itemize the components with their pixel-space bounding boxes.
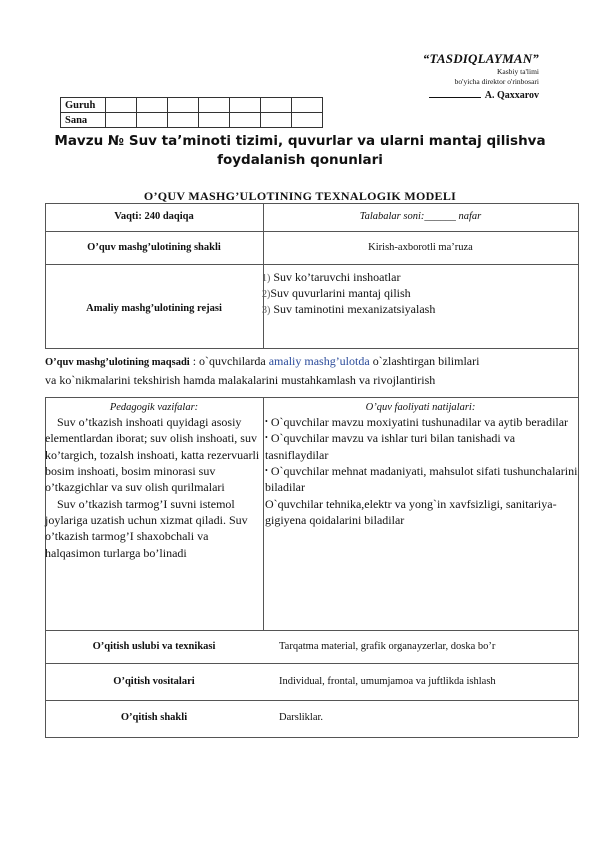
goal-line-2: va ko`nikmalarini tekshirish hamda malakalarini mustahkamlash va rivojlantirish <box>45 372 436 387</box>
plan-item-number: 1) <box>262 273 271 284</box>
pedagogical-para-text: Suv o’tkazish tarmog’I suvni istemol joylariga uzatish uchun xizmat qiladi. Suv o’tkazish tarmog’I shaxobchali va halqasimon turlarga bo’linadi <box>45 496 248 560</box>
results-heading: O’quv faoliyati natijalari: <box>365 402 476 413</box>
goal-label: O’quv mashg’ulotining maqsadi <box>45 357 190 368</box>
date-cell <box>292 113 323 128</box>
shape-value: Darsliklar. <box>279 712 324 723</box>
result-item <box>265 414 578 430</box>
approval-block <box>423 52 539 101</box>
form-label: O’quv mashg’ulotining shakli <box>87 242 221 253</box>
group-cell <box>168 98 199 113</box>
bullet-icon: • <box>265 433 268 443</box>
plan-item-text: Suv quvurlarini mantaj qilish <box>270 285 411 300</box>
goal-rest: o`zlashtirgan bilimlari <box>369 354 480 368</box>
learning-results <box>265 414 578 528</box>
plan-item <box>262 270 435 286</box>
plan-item-number: 2) <box>262 288 271 300</box>
goal-line-1 <box>45 352 578 371</box>
table-border <box>45 397 578 398</box>
approval-line-1: Kasbiy ta'limi <box>497 67 539 76</box>
table-border <box>45 231 578 232</box>
means-label: O’qitish vositalari <box>113 676 195 687</box>
bullet-icon: • <box>265 417 268 426</box>
date-cell <box>137 113 168 128</box>
date-row <box>61 113 323 128</box>
plan-item-number: 3) <box>262 304 271 316</box>
result-item-text: O`quvchilar mavzu va ishlar turi bilan tanishadi va tasniflaydilar <box>265 431 516 462</box>
result-item <box>265 430 578 463</box>
topic-heading <box>40 132 560 170</box>
goal-sep: : o`quvchilarda <box>189 354 269 368</box>
method-value: Tarqatma material, grafik organayzerlar, doska bo’r <box>279 641 496 652</box>
group-date-table <box>60 97 323 128</box>
plan-item <box>262 286 435 302</box>
date-cell <box>230 113 261 128</box>
result-extra: O`quvchilar tehnika,elektr va yong`in xavfsizligi, sanitariya-gigiyena qoidalarini biladilar <box>265 496 557 527</box>
result-item-text: O`quvchilar mavzu moxiyatini tushunadilar va aytib beradilar <box>270 415 569 429</box>
result-item <box>265 463 578 496</box>
plan-item <box>262 302 435 318</box>
pedagogical-para-text: Suv o’tkazish inshoati quyidagi asosiy elementlardan iborat; suv olish inshoati, suv ko’targich, tozalsh inshoati, katta rezervuarli bosim inshoati, bosim minorasi suv o’tkazgichlar va suv olish qurilmalari <box>45 415 260 495</box>
means-value: Individual, frontal, umumjamoa va juftlikda ishlash <box>279 676 496 687</box>
group-cell <box>137 98 168 113</box>
table-border <box>45 663 578 664</box>
table-border <box>45 737 578 738</box>
plan-item-text: Suv ko’taruvchi inshoatlar <box>270 270 401 284</box>
table-border <box>45 264 578 265</box>
signature-line <box>429 97 481 98</box>
group-row <box>61 98 323 113</box>
shape-label: O’qitish shakli <box>120 712 188 723</box>
group-cell <box>261 98 292 113</box>
group-cell <box>292 98 323 113</box>
table-border <box>45 203 578 204</box>
pedagogical-para <box>45 496 263 561</box>
students-count: Talabalar soni:______ nafar <box>359 211 482 222</box>
date-cell <box>199 113 230 128</box>
group-cell <box>106 98 137 113</box>
date-label: Sana <box>61 113 106 128</box>
method-label: O’qitish uslubi va texnikasi <box>92 641 216 652</box>
form-value: Kirish-axborotli ma’ruza <box>368 242 473 253</box>
model-title: O’QUV MASHG’ULOTINING TEXNALOGIK MODELI <box>143 189 457 203</box>
pedagogical-para <box>45 414 263 496</box>
lesson-goal <box>45 352 578 389</box>
goal-highlight: amaliy mashg’ulotda <box>268 354 370 368</box>
signer-name: A. Qaxxarov <box>484 90 539 101</box>
bullet-icon: • <box>265 465 268 475</box>
group-cell <box>199 98 230 113</box>
pedagogical-heading: Pedagogik vazifalar: <box>109 402 199 413</box>
plan-label: Amaliy mashg’ulotining rejasi <box>86 303 222 314</box>
time-label: Vaqti: 240 daqiqa <box>114 211 194 222</box>
topic-line-2: foydalanish qonunlari <box>217 151 383 168</box>
table-border <box>578 203 579 737</box>
plan-list <box>262 270 435 317</box>
date-cell <box>261 113 292 128</box>
pedagogical-tasks <box>45 414 263 561</box>
topic-line-1: Mavzu № Suv ta’minoti tizimi, quvurlar va ularni mantaj qilishva <box>54 133 546 149</box>
date-cell <box>168 113 199 128</box>
table-border <box>45 630 578 631</box>
table-border <box>263 397 264 630</box>
approval-line-2: bo'yicha direktor o'rinbosari <box>454 76 539 86</box>
group-label: Guruh <box>61 98 106 113</box>
approval-signature <box>423 91 539 101</box>
plan-item-text: Suv taminotini mexanizatsiyalash <box>270 301 436 316</box>
approval-title: “TASDIQLAYMAN” <box>422 51 539 66</box>
group-cell <box>230 98 261 113</box>
table-border <box>45 203 46 348</box>
table-border <box>45 348 578 349</box>
date-cell <box>106 113 137 128</box>
table-border <box>45 700 578 701</box>
result-item-text: O`quvchilar mehnat madaniyati, mahsulot sifati tushunchalarini biladilar <box>265 463 578 495</box>
